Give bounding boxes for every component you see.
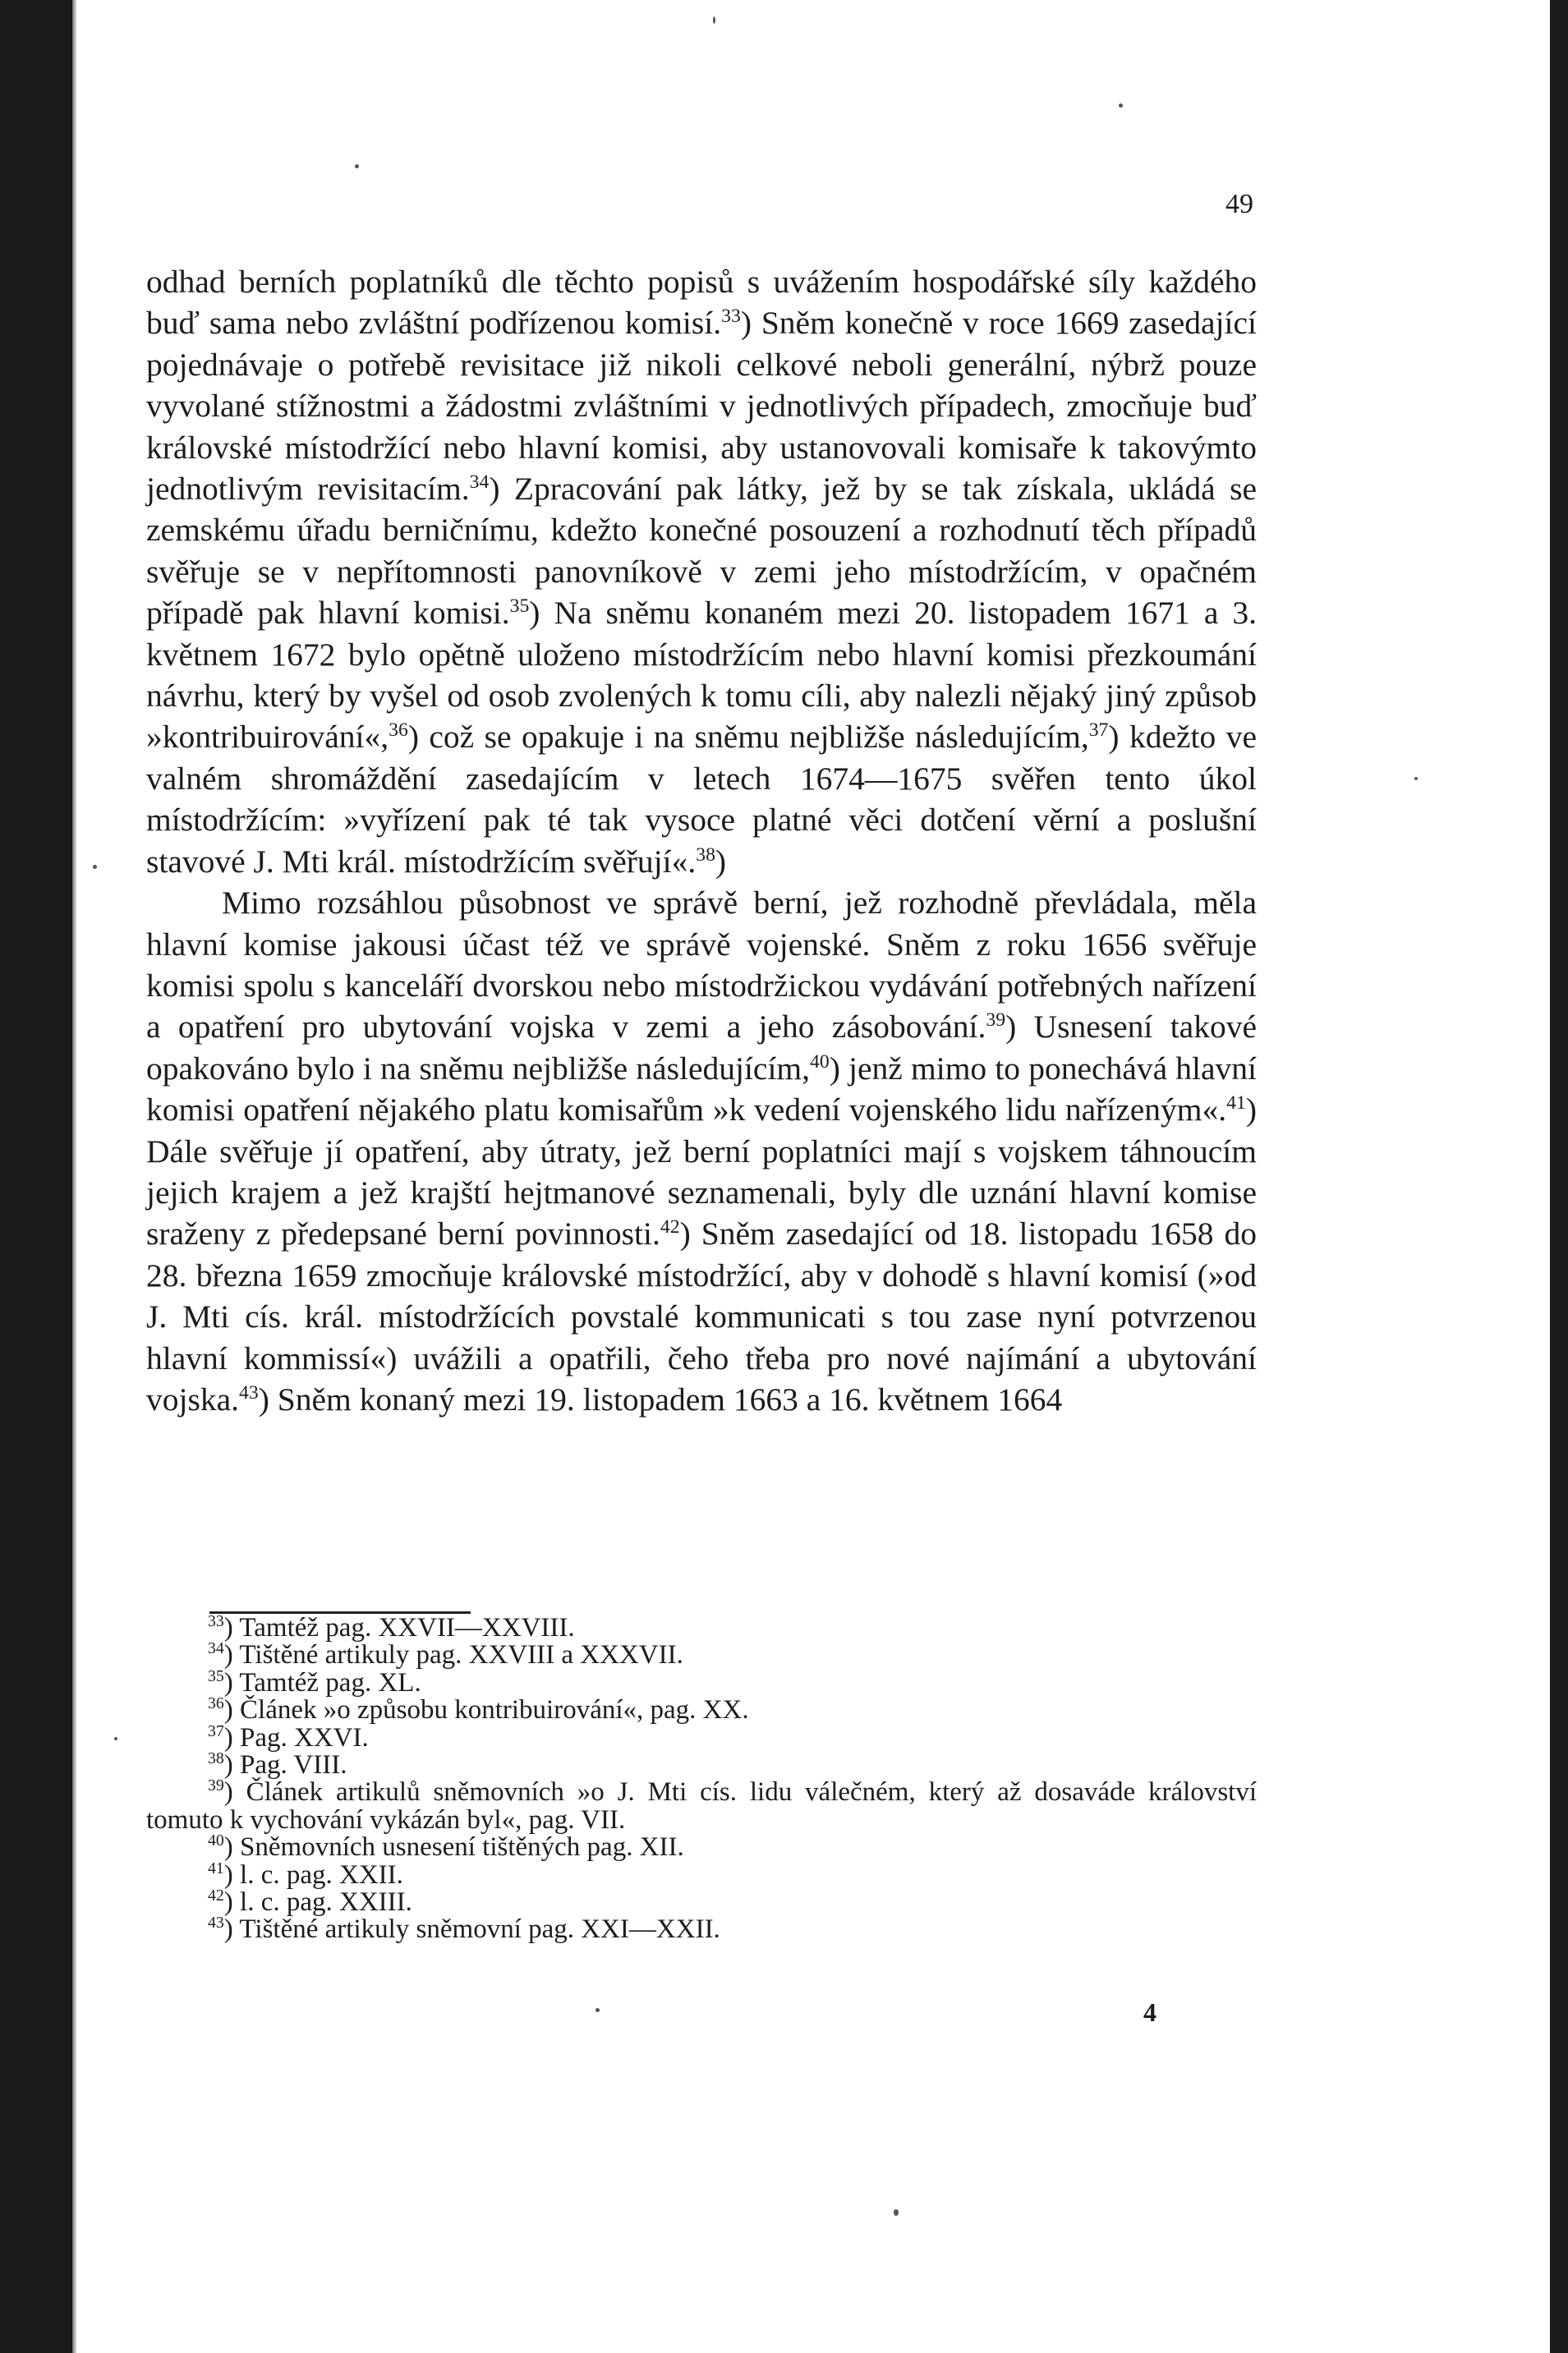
footnote-reference: 39 — [986, 1009, 1006, 1032]
footnote — [146, 1889, 1257, 1916]
footnote — [146, 1831, 1257, 1863]
footnote-mark: 39 — [208, 1776, 224, 1795]
footnote-reference: 42 — [660, 1216, 680, 1239]
footnote-text: ) Tamtéž pag. XXVII—XXVIII. — [223, 1613, 575, 1643]
footnote-mark: 38 — [208, 1749, 224, 1768]
scan-speck — [1414, 777, 1418, 780]
footnote-mark: 36 — [208, 1694, 224, 1713]
footnote — [146, 1666, 1257, 1698]
footnote-reference: 40 — [810, 1050, 830, 1073]
scan-speck — [713, 16, 715, 24]
footnote — [146, 1859, 1257, 1890]
footnote-text: ) Pag. XXVI. — [223, 1722, 369, 1753]
scan-speck — [355, 164, 359, 168]
footnote-reference: 37 — [1088, 719, 1109, 742]
text-run: ) Zpracování pak látky, jež by se tak získala, ukládá se zemskému úřadu berničnímu, kdežto konečné posouzení a rozhodnutí těch případů svěřuje se v nepřítomnosti panovníkově v zemi jeho místodržícím, v opačném případě pak hlavní komisi. — [146, 471, 1257, 632]
footnote — [146, 1749, 1257, 1781]
footnote — [146, 1776, 1257, 1835]
scan-speck — [1119, 103, 1123, 108]
text-run: ) kdežto ve valném shromáždění zasedajícím v letech 1674—1675 svěřen tento úkol místodržícím: »vyřízení pak té tak vysoce platné věci dotčení věrní a poslušní stavové J. Mti král. místodržícím svěřují«. — [146, 719, 1257, 880]
text-run: ) Sněm konaný mezi 19. listopadem 1663 a 16. květnem 1664 — [258, 1381, 1063, 1418]
footnote-reference: 35 — [509, 595, 530, 618]
footnote-reference: 33 — [721, 306, 741, 328]
paragraph — [146, 261, 1257, 882]
footnote-mark: 33 — [208, 1612, 224, 1630]
footnote-mark: 35 — [208, 1666, 224, 1685]
text-run: ) Sněm konečně v roce 1669 zasedající pojednávaje o potřebě revisitace již nikoli celkové neboli generální, nýbrž pouze vyvolané stížnostmi a žádostmi zvláštními v jednotlivých případech, zmocňuje buď královské místodržící nebo hlavní komisi, aby ustanovovali komisaře k takovýmto jednotlivým revisitacím. — [146, 305, 1257, 508]
footnote-reference: 41 — [1226, 1091, 1246, 1114]
footnote-mark: 34 — [208, 1639, 224, 1658]
footnote-reference: 36 — [389, 719, 408, 742]
footnote — [146, 1721, 1257, 1753]
footnote — [146, 1612, 1257, 1643]
body-text — [146, 261, 1257, 1420]
footnote-reference: 34 — [469, 471, 490, 493]
footnote-text: ) Článek »o způsobu kontribuirování«, pag. XX. — [223, 1695, 749, 1726]
footnote-text: ) Článek artikulů sněmovních »o J. Mti cís. lidu válečném, který až dosaváde království tomuto k vychování vykázán byl«, pag. VII. — [146, 1777, 1257, 1835]
footnote-mark: 43 — [208, 1914, 224, 1932]
scan-left-border-edge — [72, 0, 77, 2353]
footnote — [146, 1916, 1257, 1943]
footnote-reference: 43 — [239, 1381, 259, 1404]
footnote-text: ) Tamtéž pag. XL. — [223, 1667, 421, 1698]
text-run: ) Sněm zasedající od 18. listopadu 1658 do 28. března 1659 zmocňuje královské místodržící, aby v dohodě s hlavní komisí (»od J. Mti cís. král. místodržících povstalé kommunicati s tou zase nyní potvrzenou hlavní kommissí«) uvážili a opatřili, čeho třeba pro nové najímání a ubytování vojska. — [146, 1216, 1257, 1418]
scan-left-border — [0, 0, 72, 2353]
text-run: ) jenž mimo to ponechává hlavní komisi opatření nějakého platu komisařům »k vedení vojenského lidu nařízeným«. — [146, 1050, 1257, 1128]
scan-right-border — [1550, 0, 1568, 2353]
footnote — [146, 1639, 1257, 1671]
text-run: ) což se opakuje i na sněmu nejbližše následujícím, — [407, 719, 1089, 756]
footnote-mark: 41 — [208, 1859, 224, 1877]
footnote — [146, 1694, 1257, 1726]
text-run: ) Dále svěřuje jí opatření, aby útraty, jež berní poplatníci mají s vojskem táhnoucím jejich krajem a jež krajští hejtmanové seznamenali, byly dle uznání hlavní komise sraženy z předepsané berní povinnosti. — [146, 1091, 1257, 1252]
footnote-text: ) l. c. pag. XXIII. — [223, 1887, 412, 1918]
footnote-mark: 40 — [208, 1831, 224, 1850]
paragraph — [146, 882, 1257, 1420]
scan-speck — [894, 2209, 899, 2216]
scan-speck — [595, 2008, 600, 2012]
footnote-reference: 38 — [696, 843, 715, 866]
footnote-text: ) Pag. VIII. — [223, 1750, 347, 1781]
scan-speck — [114, 1737, 117, 1740]
footnote-text: ) l. c. pag. XXII. — [223, 1859, 403, 1890]
text-run: odhad berních poplatníků dle těchto popisů s uvážením hospodářské síly každého buď sama nebo zvláštní podřízenou komisí. — [146, 264, 1257, 342]
text-run: ) Usnesení takové opakováno bylo i na sněmu nejbližše následujícím, — [146, 1009, 1257, 1087]
text-run: Mimo rozsáhlou působnost ve správě berní, jež rozhodně převládala, měla hlavní komise jakousi účast též ve správě vojenské. Sněm z roku 1656 svěřuje komisi spolu s kanceláří dvorskou nebo místodržickou vydávání potřebných nařízení a opatření pro ubytování vojska v zemi a jeho zásobování. — [146, 885, 1257, 1046]
footnote-text: ) Tištěné artikuly sněmovní pag. XXI—XXII. — [223, 1914, 720, 1945]
text-run: ) — [715, 843, 727, 880]
footnote-mark: 42 — [208, 1887, 224, 1905]
footnote-mark: 37 — [208, 1721, 224, 1740]
text-run: ) Na sněmu konaném mezi 20. listopadem 1671 a 3. květnem 1672 bylo opětně uloženo místodržícím nebo hlavní komisi přezkoumání návrhu, který by vyšel od osob zvolených k tomu cíli, aby nalezli nějaký jiný způsob »kontribuirování«, — [146, 595, 1257, 756]
footnote-text: ) Tištěné artikuly pag. XXVIII a XXXVII. — [223, 1640, 683, 1671]
signature-mark: 4 — [1143, 1997, 1156, 2027]
footnote-text: ) Sněmovních usnesení tištěných pag. XII. — [223, 1832, 684, 1863]
page-number: 49 — [1225, 189, 1253, 219]
scan-speck — [93, 865, 97, 869]
footnotes — [146, 1612, 1257, 1945]
